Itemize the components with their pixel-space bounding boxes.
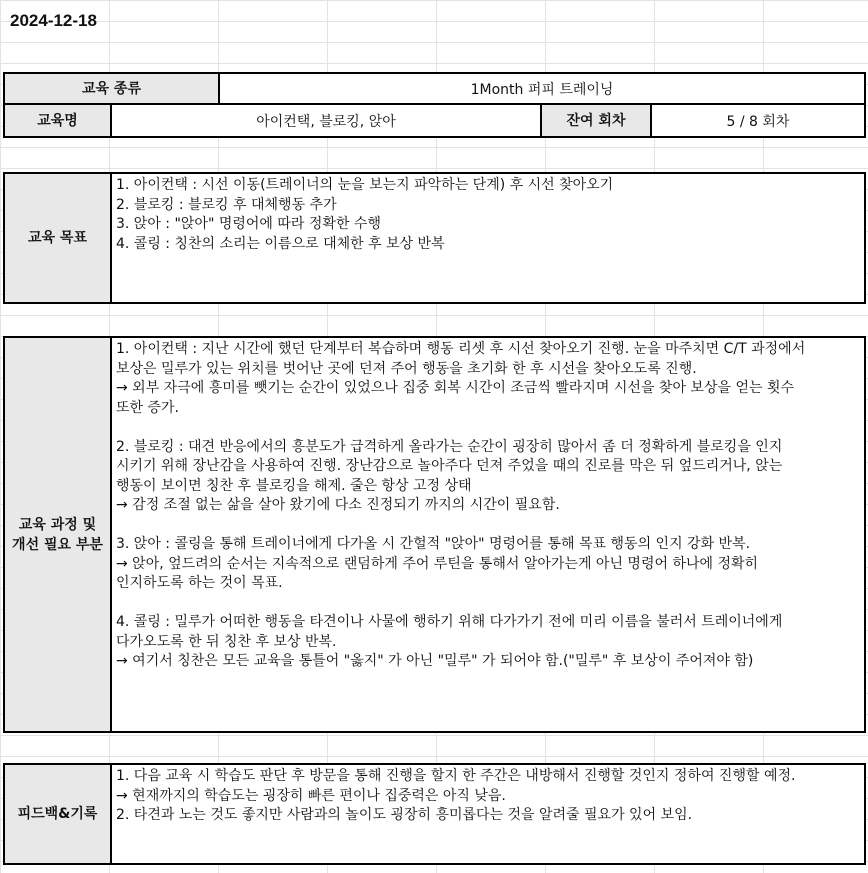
- goals-label: [3, 172, 112, 304]
- process-line: → 앉아, 엎드려의 순서는 지속적으로 랜덤하게 주어 루틴을 통해서 알아가는게 아닌 명령어 하나에 정확히: [116, 555, 759, 572]
- process-line: → 여기서 칭찬은 모든 교육을 통틀어 "옳지" 가 아닌 "밀루" 가 되어야 함.("밀루" 후 보상이 주어져야 함): [116, 653, 754, 669]
- process-line: 또한 증가.: [116, 399, 179, 416]
- process-blank-line: [116, 418, 861, 438]
- goals-label-text: 교육 목표: [28, 230, 87, 246]
- process-line: 보상은 밀루가 있는 위치를 벗어난 곳에 던져 주어 행동을 초기화 한 후 시선을 찾아오도록 진행.: [116, 360, 697, 377]
- process-line: 4. 콜링 : 밀루가 어떠한 행동을 타견이나 사물에 행하기 위해 다가가기 전에 미리 이름을 불러서 트레이너에게: [116, 614, 783, 630]
- process-line: 다가오도록 한 뒤 칭찬 후 보상 반복.: [116, 633, 337, 650]
- feedback-label: [3, 763, 112, 865]
- process-line: → 감정 조절 없는 삶을 살아 왔기에 다소 진정되기 까지의 시간이 필요함.: [116, 497, 560, 513]
- feedback-line: 1. 다음 교육 시 학습도 판단 후 방문을 통해 진행을 할지 한 주간은 내방해서 진행할 것인지 정하여 진행할 예정.: [116, 768, 796, 784]
- feedback-content[interactable]: [110, 763, 866, 865]
- process-line: 3. 앉아 : 콜링을 통해 트레이너에게 다가올 시 간헐적 "앉아" 명령어를 통해 목표 행동의 인지 강화 반복.: [116, 536, 751, 552]
- education-type-value-text: 1Month 퍼피 트레이닝: [470, 81, 614, 98]
- goals-content[interactable]: [110, 172, 866, 304]
- education-type-label-text: 교육 종류: [82, 80, 141, 97]
- process-blank-line: [116, 516, 861, 536]
- document-date: 2024-12-18: [10, 11, 97, 30]
- remaining-session-value-text: 5 / 8 회차: [726, 113, 790, 130]
- goals-line: 4. 콜링 : 칭찬의 소리는 이름으로 대체한 후 보상 반복: [116, 235, 445, 252]
- process-line: 행동이 보이면 칭찬 후 블로킹을 해제. 줄은 항상 고정 상태: [116, 477, 472, 494]
- education-name-label-text: 교육명: [37, 112, 78, 129]
- education-name-label: [3, 103, 112, 138]
- process-label-line1: 교육 과정 및: [18, 516, 97, 533]
- remaining-session-label: [540, 103, 652, 138]
- process-line: 인지하도록 하는 것이 목표.: [116, 575, 283, 591]
- process-label-line2: 개선 필요 부분: [12, 536, 103, 553]
- feedback-line: 2. 타견과 노는 것도 좋지만 사람과의 놀이도 굉장히 흥미롭다는 것을 알려줄 필요가 있어 보임.: [116, 807, 693, 823]
- process-line: 시키기 위해 장난감을 사용하여 진행. 장난감으로 놀아주다 던져 주었을 때의 진로를 막은 뒤 엎드리거나, 앉는: [116, 458, 783, 474]
- process-line: 2. 블로킹 : 대견 반응에서의 흥분도가 급격하게 올라가는 순간이 굉장히 많아서 좀 더 정확하게 블로킹을 인지: [116, 438, 783, 455]
- process-label: [3, 336, 112, 733]
- process-line: → 외부 자극에 흥미를 뺏기는 순간이 있었으나 집중 회복 시간이 조금씩 빨라지며 시선을 찾아 보상을 얻는 횟수: [116, 380, 794, 396]
- remaining-session-label-text: 잔여 회차: [566, 112, 626, 129]
- feedback-label-text: 피드백&기록: [17, 806, 98, 822]
- process-line: 1. 아이컨택 : 지난 시간에 했던 단계부터 복습하며 행동 리셋 후 시선 찾아오기 진행. 눈을 마주치면 C/T 과정에서: [116, 341, 806, 357]
- remaining-session-value[interactable]: [650, 103, 866, 138]
- education-name-value-text: 아이컨택, 블로킹, 앉아: [256, 113, 396, 130]
- goals-line: 1. 아이컨택 : 시선 이동(트레이너의 눈을 보는지 파악하는 단계) 후 시선 찾아오기: [116, 177, 614, 193]
- education-type-value[interactable]: [218, 72, 866, 105]
- goals-line: 3. 앉아 : "앉아" 명령어에 따라 정확한 수행: [116, 216, 381, 232]
- feedback-line: → 현재까지의 학습도는 굉장히 빠른 편이나 집중력은 아직 낮음.: [116, 787, 506, 804]
- process-blank-line: [116, 594, 861, 614]
- process-content[interactable]: [110, 336, 866, 733]
- education-type-label: [3, 72, 220, 105]
- goals-line: 2. 블로킹 : 블로킹 후 대체행동 추가: [116, 196, 337, 213]
- education-name-value[interactable]: [110, 103, 542, 138]
